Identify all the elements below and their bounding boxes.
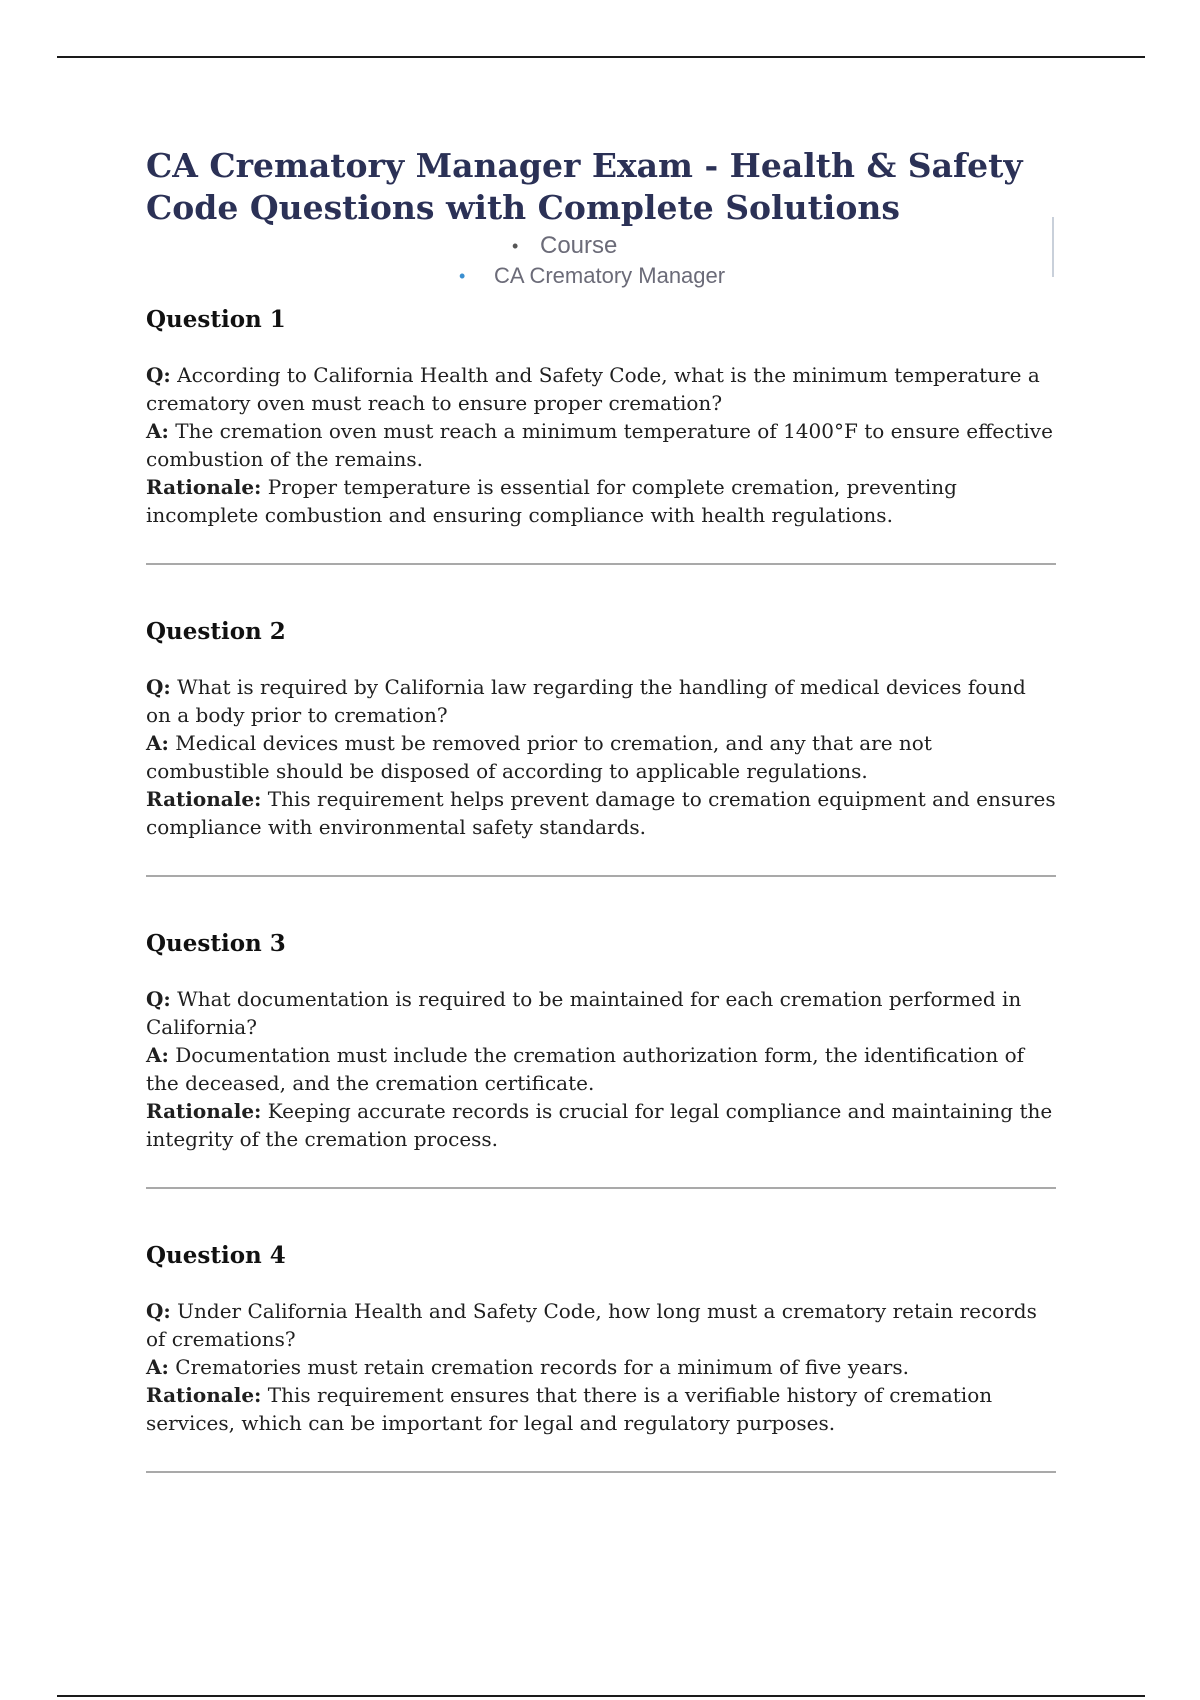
rationale-text [146,1097,1056,1153]
question-block [146,1241,1056,1473]
question-text [146,985,1056,1041]
question-block [146,929,1056,1189]
question-block [146,617,1056,877]
document-title: CA Crematory Manager Exam - Health & Safety Code Questions with Complete Solutions [146,146,1023,227]
meta-divider [1052,217,1054,277]
rationale-text [146,785,1056,841]
rationale-label: Rationale: [146,1383,262,1407]
document-content [146,145,1056,1473]
q-text: Under California Health and Safety Code, how long must a crematory retain records of cremations? [146,1299,1037,1351]
answer-text [146,1353,1056,1381]
question-block [146,305,1056,565]
question-text [146,361,1056,417]
answer-text [146,417,1056,473]
rationale-text [146,473,1056,529]
a-text: Crematories must retain cremation records for a minimum of five years. [175,1355,909,1379]
a-text: Medical devices must be removed prior to cremation, and any that are not combustible should be disposed of according to applicable regulations. [146,731,932,783]
question-text [146,1297,1056,1353]
question-heading: Question 4 [146,1242,286,1269]
q-text: What is required by California law regarding the handling of medical devices found on a body prior to cremation? [146,675,1026,727]
question-heading: Question 3 [146,930,286,957]
q-label: Q: [146,1299,171,1323]
rationale-label: Rationale: [146,787,262,811]
document-meta [146,231,1056,293]
rationale-body: This requirement ensures that there is a verifiable history of cremation services, which can be important for legal and regulatory purposes. [146,1383,993,1435]
rationale-text [146,1381,1056,1437]
rationale-body: This requirement helps prevent damage to cremation equipment and ensures compliance with environmental safety standards. [146,787,1056,839]
question-body [146,673,1056,841]
a-label: A: [146,419,169,443]
question-body [146,361,1056,529]
q-label: Q: [146,675,171,699]
rationale-label: Rationale: [146,475,262,499]
section-separator [146,875,1056,877]
a-label: A: [146,1043,169,1067]
a-text: Documentation must include the cremation authorization form, the identification of the deceased, and the cremation certificate. [146,1043,1025,1095]
a-label: A: [146,1355,169,1379]
question-body [146,1297,1056,1437]
q-text: What documentation is required to be maintained for each cremation performed in California? [146,987,1022,1039]
question-text [146,673,1056,729]
course-name: CA Crematory Manager [494,263,726,288]
answer-text [146,1041,1056,1097]
a-label: A: [146,731,169,755]
answer-text [146,729,1056,785]
q-label: Q: [146,987,171,1011]
section-separator [146,563,1056,565]
q-text: According to California Health and Safety Code, what is the minimum temperature a crematory oven must reach to ensure proper cremation? [146,363,1040,415]
question-heading: Question 2 [146,618,286,645]
rationale-body: Keeping accurate records is crucial for legal compliance and maintaining the integrity of the cremation process. [146,1099,1053,1151]
page-bottom-rule [57,1695,1145,1697]
section-separator [146,1187,1056,1189]
q-label: Q: [146,363,171,387]
section-separator [146,1471,1056,1473]
page-top-rule [57,56,1145,58]
question-body [146,985,1056,1153]
rationale-label: Rationale: [146,1099,262,1123]
bullet-icon: • [459,266,466,286]
course-label: Course [540,232,618,259]
meta-item-course-name[interactable] [459,263,726,289]
bullet-icon: • [512,236,519,256]
a-text: The cremation oven must reach a minimum temperature of 1400°F to ensure effective combustion of the remains. [146,419,1053,471]
question-heading: Question 1 [146,306,286,333]
meta-item-course[interactable] [512,231,618,261]
rationale-body: Proper temperature is essential for complete cremation, preventing incomplete combustion and ensuring compliance with health regulations. [146,475,957,527]
